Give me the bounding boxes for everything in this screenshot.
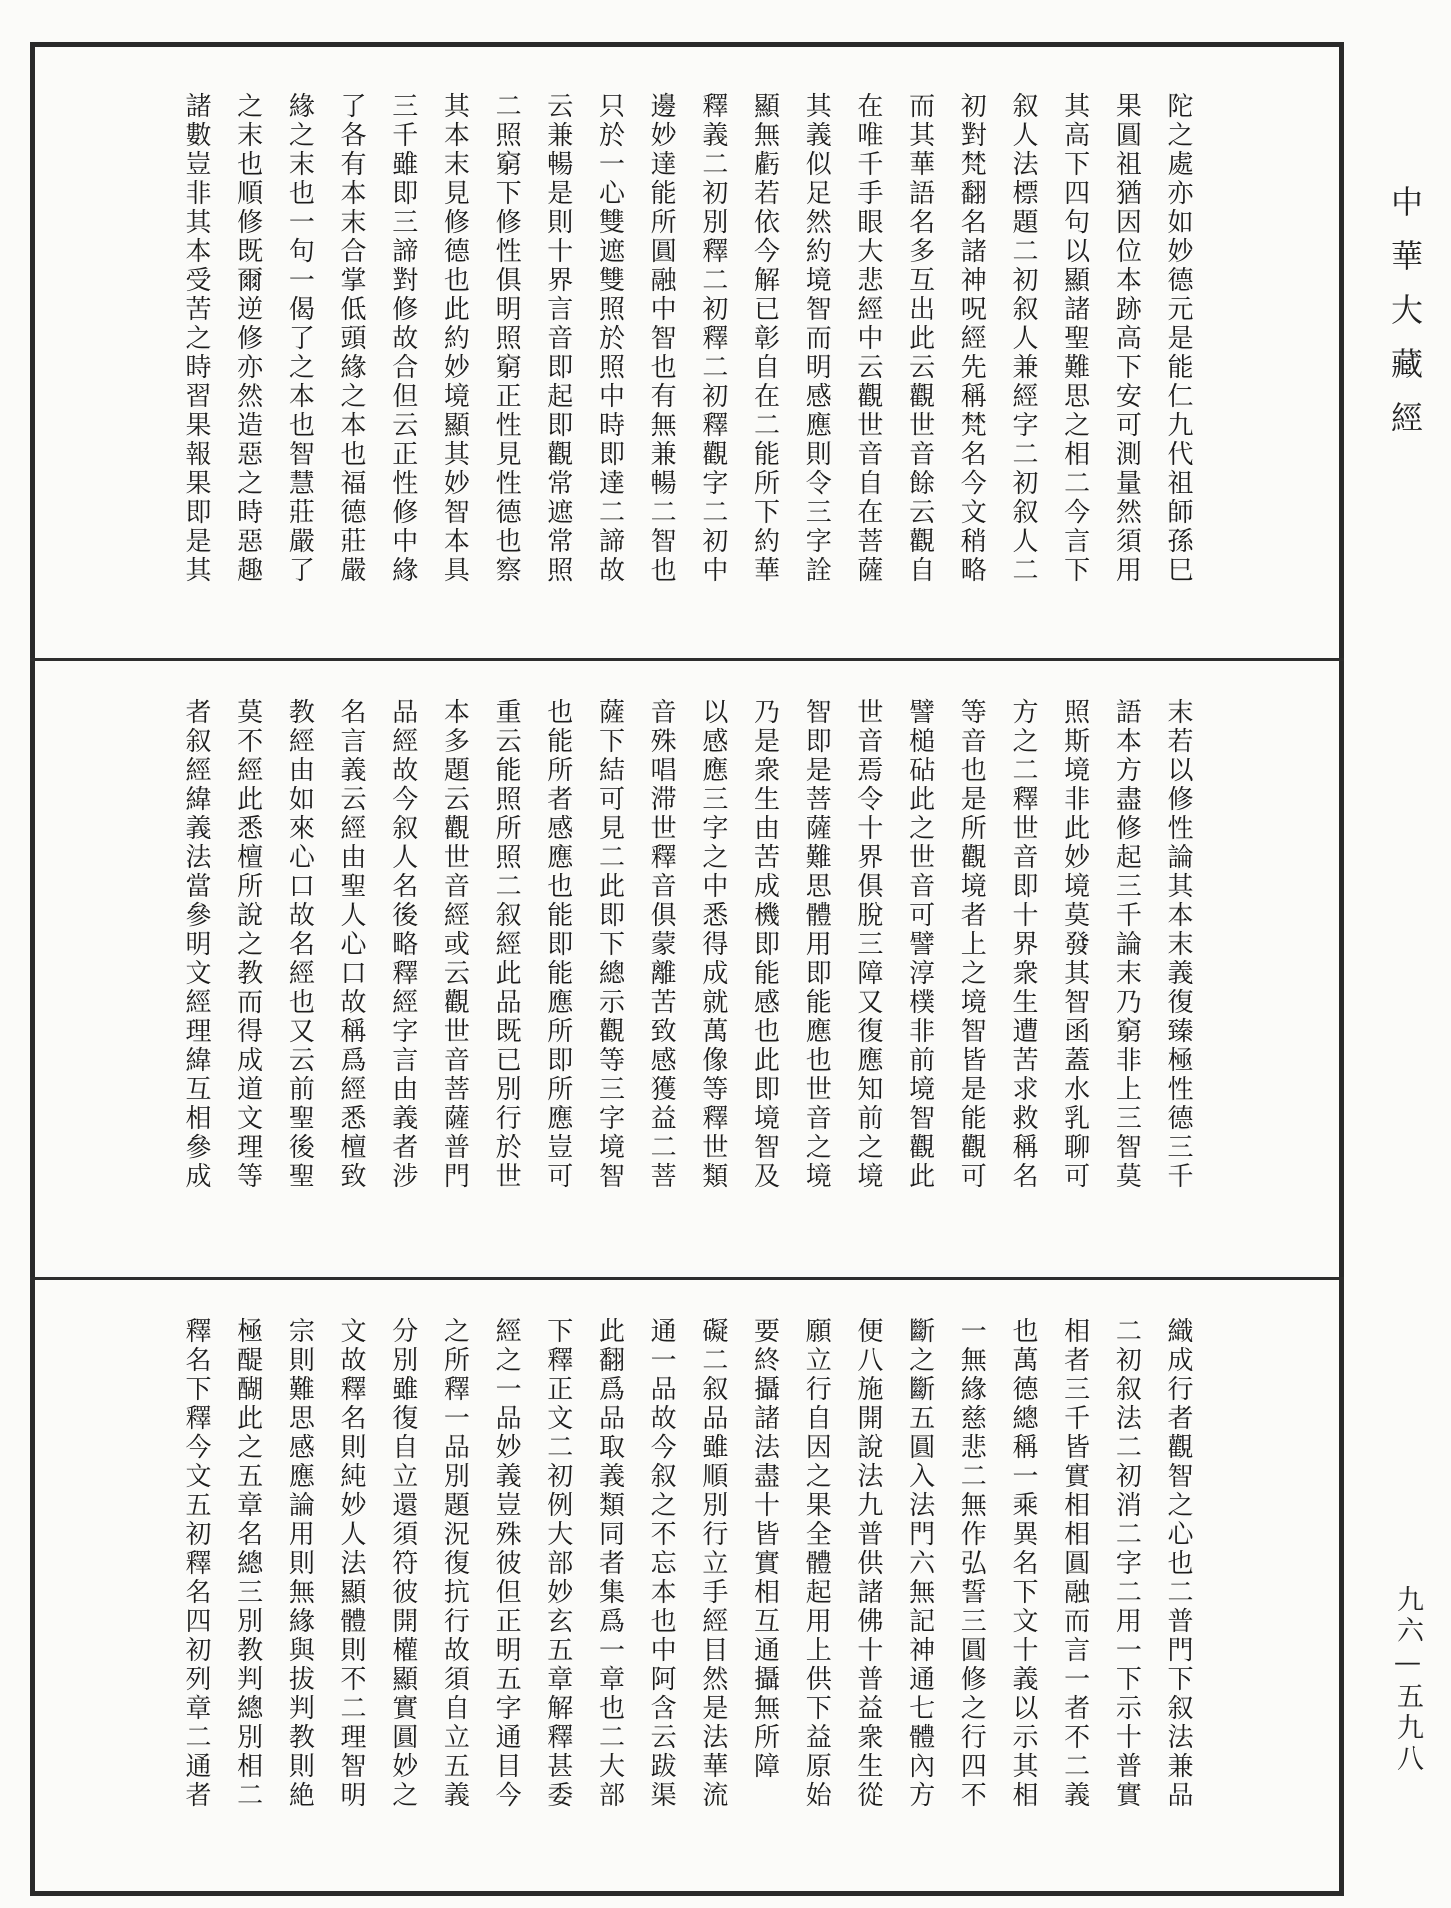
text-column: 重云能照所照二叙經此品既已別行於世 <box>491 698 522 1191</box>
text-column: 一無緣慈悲二無作弘誓三圓修之行四不 <box>956 1317 987 1810</box>
register-divider-1 <box>30 658 1344 661</box>
text-column: 極醍醐此之五章名總三別教判總別相二 <box>232 1317 263 1810</box>
text-column: 了各有本末合掌低頭緣之本也福德莊嚴 <box>336 92 366 585</box>
text-column: 邊妙達能所圓融中智也有無兼暢二智也 <box>646 92 677 585</box>
text-column: 二照窮下修性俱明照窮正性見性德也察 <box>491 92 522 585</box>
text-column: 之所釋一品別題況復抗行故須自立五義 <box>439 1317 470 1810</box>
text-column: 叙人法標題二初叙人兼經字二初叙人二 <box>1007 92 1038 585</box>
text-column: 礙二叙品雖順別行立手經目然是法華流 <box>697 1317 728 1810</box>
text-column: 語本方盡修起三千論末乃窮非上三智莫 <box>1111 698 1142 1191</box>
text-column: 文故釋名則純妙人法顯體則不二理智明 <box>336 1317 366 1810</box>
text-column: 釋名下釋今文五初釋名四初列章二通者 <box>180 1317 211 1810</box>
text-column: 譬槌砧此之世音可譬淳樸非前境智觀此 <box>904 698 935 1191</box>
text-column: 世音焉令十界俱脫三障又復應知前之境 <box>852 698 883 1191</box>
collection-title: 中華大藏經 <box>1386 185 1424 455</box>
text-column: 云兼暢是則十界言音即起即觀常遮常照 <box>542 92 573 585</box>
text-register-bottom <box>169 1317 1203 1877</box>
text-column: 分別雖復自立還須符彼開權顯實圓妙之 <box>387 1317 418 1810</box>
text-column: 便八施開說法九普供諸佛十普益衆生從 <box>852 1317 883 1810</box>
text-column: 經之一品妙義豈殊彼但正明五字通目今 <box>491 1317 522 1810</box>
text-column: 本多題云觀世音經或云觀世音菩薩普門 <box>439 698 470 1191</box>
text-column: 末若以修性論其本末義復臻極性德三千 <box>1163 698 1193 1191</box>
text-column: 方之二釋世音即十界衆生遭苦求救稱名 <box>1007 698 1038 1191</box>
text-column: 等音也是所觀境者上之境智皆是能觀可 <box>956 698 987 1191</box>
text-register-middle <box>169 698 1203 1258</box>
text-column: 其本末見修德也此約妙境顯其妙智本具 <box>439 92 470 585</box>
text-column: 相者三千皆實相相圓融而言一者不二義 <box>1059 1317 1090 1810</box>
text-column: 下釋正文二初例大部妙玄五章解釋甚委 <box>542 1317 573 1810</box>
text-column: 莫不經此悉檀所說之教而得成道文理等 <box>232 698 263 1191</box>
text-column: 宗則難思感應論用則無緣與拔判教則絶 <box>284 1317 315 1810</box>
text-column: 三千雖即三諦對修故合但云正性修中緣 <box>387 92 418 585</box>
text-column: 陀之處亦如妙德元是能仁九代祖師孫巳 <box>1163 92 1193 585</box>
text-column: 其高下四句以顯諸聖難思之相二今言下 <box>1059 92 1090 585</box>
text-column: 教經由如來心口故名經也又云前聖後聖 <box>284 698 315 1191</box>
text-column: 只於一心雙遮雙照於照中時即達二諦故 <box>594 92 625 585</box>
text-column: 在唯千手眼大悲經中云觀世音自在菩薩 <box>852 92 883 585</box>
text-column: 其義似足然約境智而明感應則令三字詮 <box>801 92 832 585</box>
text-column: 織成行者觀智之心也二普門下叙法兼品 <box>1163 1317 1193 1810</box>
text-column: 願立行自因之果全體起用上供下益原始 <box>801 1317 832 1810</box>
text-column: 者叙經緯義法當參明文經理緯互相參成 <box>180 698 211 1191</box>
text-column: 二初叙法二初消二字二用一下示十普實 <box>1111 1317 1142 1810</box>
text-column: 之末也順修既爾逆修亦然造惡之時惡趣 <box>232 92 263 585</box>
text-column: 也萬德總稱一乘異名下文十義以示其相 <box>1007 1317 1038 1810</box>
text-column: 斷之斷五圓入法門六無記神通七體內方 <box>904 1317 935 1810</box>
text-column: 緣之末也一句一偈了之本也智慧莊嚴了 <box>284 92 315 585</box>
text-column: 顯無虧若依今解已彰自在二能所下約華 <box>749 92 780 585</box>
text-column: 智即是菩薩難思體用即能應也世音之境 <box>801 698 832 1191</box>
register-divider-2 <box>30 1277 1344 1280</box>
text-column: 以感應三字之中悉得成就萬像等釋世類 <box>697 698 728 1191</box>
text-column: 釋義二初別釋二初釋二初釋觀字二初中 <box>697 92 728 585</box>
text-column: 此翻爲品取義類同者集爲一章也二大部 <box>594 1317 625 1810</box>
text-column: 也能所者感應也能即能應所即所應豈可 <box>542 698 573 1191</box>
text-column: 通一品故今叙之不忘本也中阿含云跋渠 <box>646 1317 677 1810</box>
text-column: 乃是衆生由苦成機即能感也此即境智及 <box>749 698 780 1191</box>
text-column: 品經故今叙人名後略釋經字言由義者涉 <box>387 698 418 1191</box>
text-column: 名言義云經由聖人心口故稱爲經悉檀致 <box>336 698 366 1191</box>
text-column: 薩下結可見二此即下總示觀等三字境智 <box>594 698 625 1191</box>
text-column: 初對梵翻名諸神呪經先稱梵名今文稍略 <box>956 92 987 585</box>
text-column: 果圓祖猶因位本跡高下安可測量然須用 <box>1111 92 1142 585</box>
text-column: 照斯境非此妙境莫發其智函蓋水乳聊可 <box>1059 698 1090 1191</box>
page-number: 九六—五九八 <box>1392 1585 1423 1775</box>
text-column: 要終攝諸法盡十皆實相互通攝無所障 <box>749 1317 780 1781</box>
text-column: 諸數豈非其本受苦之時習果報果即是其 <box>180 92 211 585</box>
text-register-top <box>169 92 1203 652</box>
text-column: 音殊唱滞世釋音俱蒙離苦致感獲益二菩 <box>646 698 677 1191</box>
text-column: 而其華語名多互出此云觀世音餘云觀自 <box>904 92 935 585</box>
